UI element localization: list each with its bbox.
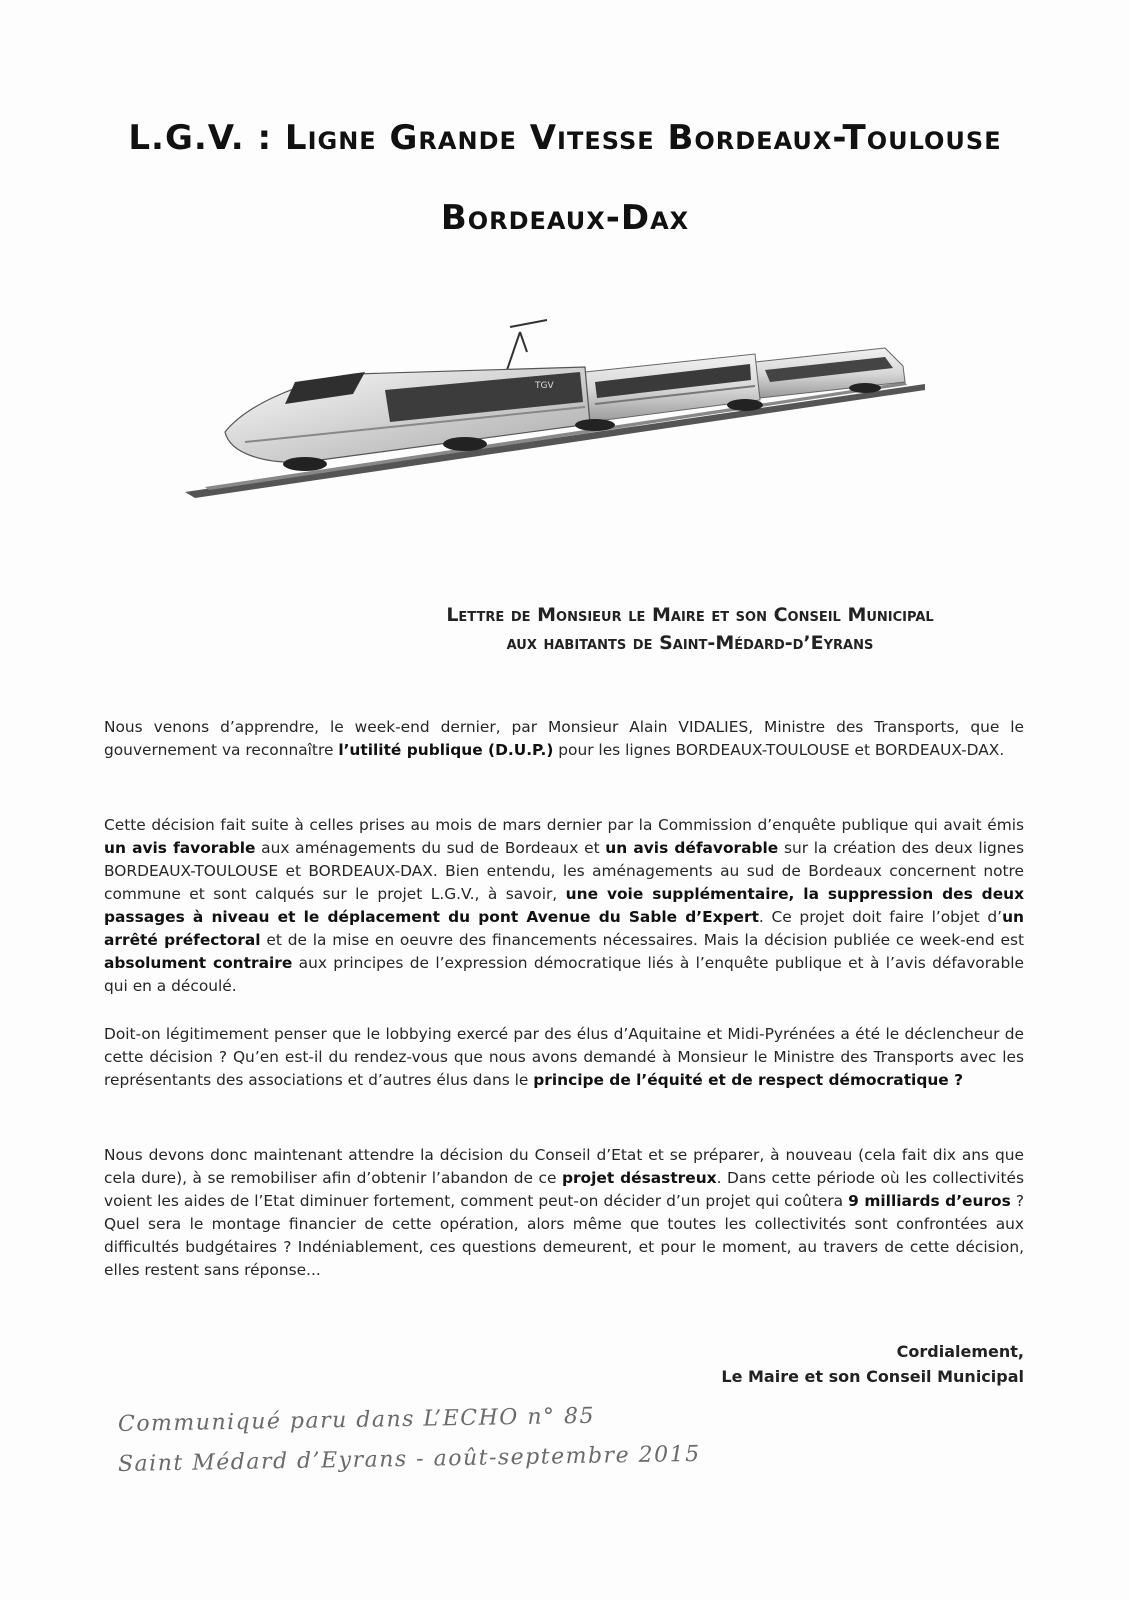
paragraph-text: ? Quel sera le montage financier de cette opération, alors même que toutes les collectivités sont confrontées aux difficultés budgétaires ? Indéniablement, ces questions demeurent, et pour le moment, au travers de cette décision, elles restent sans réponse... [104,1192,1025,1279]
handwritten-note-line2: Saint Médard d’Eyrans - août-septembre 2015 [117,1441,701,1477]
document-title-line2: Bordeaux-Dax [440,198,690,238]
paragraph-text: sur la création des deux lignes BORDEAUX-TOULOUSE et BORDEAUX-DAX. Bien entendu, les aménagements au sud de Bordeaux concernent notre commune et sont calqués sur le projet L.G.V., à savoir, [104,839,1024,903]
document-title: L.G.V. : Ligne Grande Vitesse Bordeaux-Toulouse [128,118,1002,158]
emphasis-text: projet désastreux [561,1169,717,1187]
letter-subtitle-line2: aux habitants de Saint-Médard-d’Eyrans [506,632,874,654]
livery-text: TGV [535,381,554,391]
paragraph-text: Nous venons d’apprendre, le week-end dernier, par Monsieur Alain VIDALIES, Ministre des Transports, que le gouvernement va reconnaître [104,718,1024,759]
paragraph [104,814,1024,998]
emphasis-text: un avis défavorable [605,839,779,857]
closing-greeting: Cordialement, [896,1342,1024,1361]
paragraph [104,716,1024,762]
emphasis-text: une voie supplémentaire, la suppression des deux passages à niveau et le déplacement du pont Avenue du Sable d’Expert [104,885,1025,926]
paragraph [104,1023,1024,1092]
paragraph-text: aux principes de l’expression démocratique liés à l’enquête publique et à l’avis défavorable qui en a découlé. [104,954,1024,995]
letter-subtitle: Lettre de Monsieur le Maire et son Conseil Municipal [446,604,934,626]
emphasis-text: 9 milliards d’euros [848,1192,1011,1210]
paragraph-text: aux aménagements du sud de Bordeaux et [255,839,606,857]
emphasis-text: un avis favorable [104,839,256,857]
paragraph-text: . Dans cette période où les collectivités voient les aides de l’Etat diminuer fortement, comment peut-on décider d’un projet qui coûtera [104,1169,1024,1210]
emphasis-text: principe de l’équité et de respect démocratique ? [533,1071,964,1089]
paragraph-text: et de la mise en oeuvre des financements nécessaires. Mais la décision publiée ce week-end est [260,931,1024,949]
pantograph [507,320,547,370]
train-car-middle [585,354,760,422]
train-power-car [225,367,590,462]
paragraph-text: pour les lignes BORDEAUX-TOULOUSE et BORDEAUX-DAX. [553,741,1005,759]
paragraph-text: Cette décision fait suite à celles prises au mois de mars dernier par la Commission d’enquête publique qui avait émis [104,816,1024,834]
paragraph-text: Doit-on légitimement penser que le lobbying exercé par des élus d’Aquitaine et Midi-Pyrénées a été le déclencheur de cette décision ? Qu’en est-il du rendez-vous que nous avons demandé à Monsieur le Ministre des Transports avec les représentants des associations et d’autres élus dans le [104,1025,1024,1089]
emphasis-text: absolument contraire [104,954,293,972]
paragraph [104,1144,1024,1282]
emphasis-text: un arrêté préfectoral [104,908,1024,949]
paragraph-text: . Ce projet doit faire l’objet d’ [758,908,1003,926]
emphasis-text: l’utilité publique (D.U.P.) [338,741,554,759]
signature-line: Le Maire et son Conseil Municipal [721,1367,1024,1386]
handwritten-note: Communiqué paru dans L’ECHO n° 85 [117,1403,596,1437]
paragraph-text: Nous devons donc maintenant attendre la décision du Conseil d’Etat et se préparer, à nouveau (cela fait dix ans que cela dure), à se remobiliser afin d’obtenir l’abandon de ce [104,1146,1024,1187]
tgv-train-illustration [185,312,925,502]
